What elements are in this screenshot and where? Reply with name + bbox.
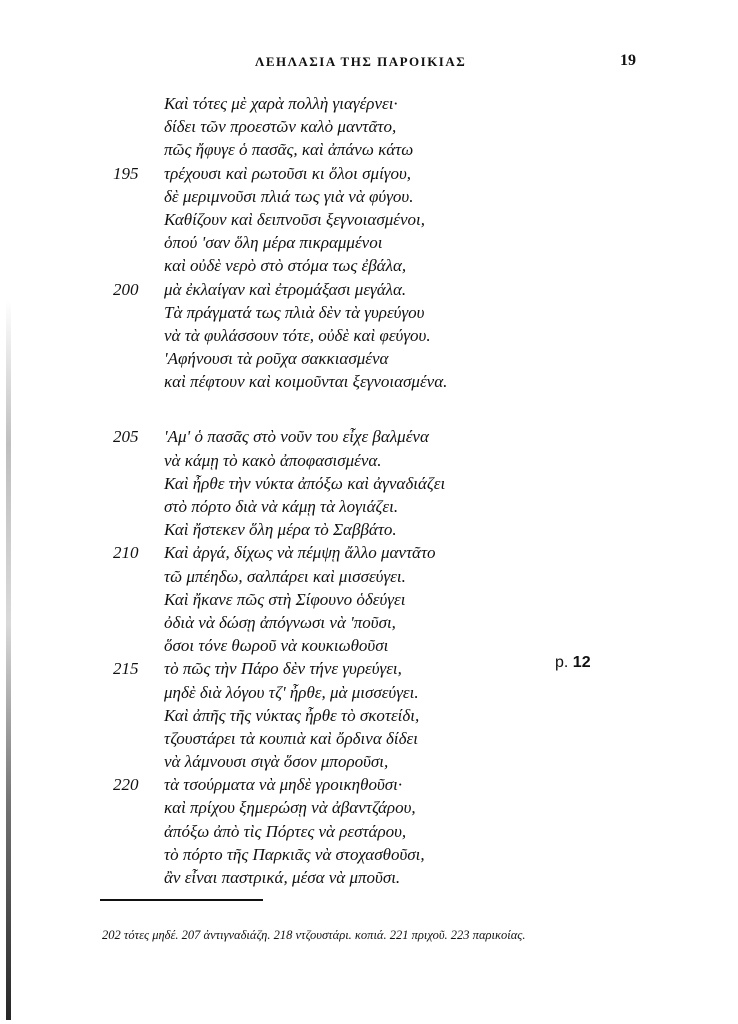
verse-text: Καὶ τότες μὲ χαρὰ πολλὴ γιαγέρνει· bbox=[164, 94, 398, 113]
verse-line bbox=[0, 657, 738, 680]
verse-text: Καὶ ἤστεκεν ὅλη μέρα τὸ Σαββάτο. bbox=[164, 520, 397, 540]
verse-text: ὁπού 'σαν ὅλη μέρα πικραμμένοι bbox=[164, 233, 383, 253]
verse-text: νὰ κάμῃ τὸ κακὸ ἀποφασισμένα. bbox=[164, 450, 382, 470]
verse-text: στὸ πόρτο διὰ νὰ κάμῃ τὰ λογιάζει. bbox=[164, 497, 399, 516]
verse-text: ἀπόξω ἀπὸ τὶς Πόρτες νὰ ρεστάρου, bbox=[164, 821, 407, 841]
verse-text: 'Αφήνουσι τὰ ροῦχα σακκιασμένα bbox=[164, 349, 389, 369]
verse-line bbox=[0, 634, 738, 657]
verse-line bbox=[0, 541, 738, 564]
verse-line bbox=[0, 208, 738, 231]
poem-body bbox=[0, 92, 738, 889]
verse-line bbox=[0, 92, 738, 115]
verse-text: δίδει τῶν προεστῶν καλὸ μαντᾶτο, bbox=[164, 117, 397, 137]
verse-line bbox=[0, 278, 738, 301]
margin-page-reference bbox=[555, 654, 591, 672]
verse-line bbox=[0, 324, 738, 347]
verse-text: τὰ τσούρματα νὰ μηδὲ γροικηθοῦσι· bbox=[164, 775, 403, 795]
verse-text: Καθίζουν καὶ δειπνοῦσι ξεγνοιασμένοι, bbox=[164, 209, 425, 229]
verse-line bbox=[0, 518, 738, 541]
verse-text: πῶς ἤφυγε ὁ πασᾶς, καὶ ἀπάνω κάτω bbox=[164, 140, 414, 160]
verse-text: μηδὲ διὰ λόγου τζ' ἦρθε, μὰ μισσεύγει. bbox=[164, 682, 419, 702]
verse-text: τῶ μπέηδω, σαλπάρει καὶ μισσεύγει. bbox=[164, 566, 406, 586]
verse-text: καὶ πέφτουν καὶ κοιμοῦνται ξεγνοιασμένα. bbox=[164, 372, 448, 392]
verse-line bbox=[0, 750, 738, 773]
verse-text: καὶ οὐδὲ νερὸ στὸ στόμα τως ἐβάλα, bbox=[164, 256, 407, 276]
verse-text: νὰ λάμνουσι σιγὰ ὅσον μποροῦσι, bbox=[164, 752, 389, 772]
verse-text: τζουστάρει τὰ κουπιὰ καὶ ὄρδινα δίδει bbox=[164, 728, 418, 748]
verse-text: Καὶ ἤκανε πῶς στὴ Σίφουνο ὁδεύγει bbox=[164, 589, 406, 609]
stanza-gap bbox=[0, 393, 738, 425]
footnotes: 202 τότες μηδέ. 207 ἀντιγναδιάζη. 218 ντζουστάρι. κοπιά. 221 πριχοῦ. 223 παρικοίας. bbox=[102, 928, 526, 942]
verse-text: μὰ ἐκλαίγαν καὶ ἐτρομάξασι μεγάλα. bbox=[164, 279, 407, 299]
line-number: 195 bbox=[113, 163, 139, 183]
verse-line bbox=[0, 843, 738, 866]
verse-line bbox=[0, 449, 738, 472]
verse-text: Καὶ ἀργά, δίχως νὰ πέμψῃ ἄλλο μαντᾶτο bbox=[164, 543, 436, 563]
verse-line bbox=[0, 681, 738, 704]
verse-text: τὸ πόρτο τῆς Παρκιᾶς νὰ στοχασθοῦσι, bbox=[164, 844, 425, 864]
verse-text: ὀδιὰ νὰ δώσῃ ἀπόγνωσι νὰ 'ποῦσι, bbox=[164, 612, 396, 632]
verse-text: νὰ τὰ φυλάσσουν τότε, οὐδὲ καὶ φεύγου. bbox=[164, 325, 431, 345]
verse-line bbox=[0, 588, 738, 611]
verse-line bbox=[0, 231, 738, 254]
verse-line bbox=[0, 495, 738, 518]
line-number: 200 bbox=[113, 279, 139, 299]
running-title: ΛΕΗΛΑΣΙΑ ΤΗΣ ΠΑΡΟΙΚΙΑΣ bbox=[255, 54, 467, 69]
verse-text: καὶ πρίχου ξημερώσῃ νὰ ἀβαντζάρου, bbox=[164, 798, 416, 818]
verse-line bbox=[0, 254, 738, 277]
verse-text: Καὶ ἦρθε τὴν νύκτα ἀπόξω καὶ ἀγναδιάζει bbox=[164, 473, 446, 493]
verse-line bbox=[0, 370, 738, 393]
verse-line bbox=[0, 820, 738, 843]
margin-ref-page: 12 bbox=[572, 654, 591, 671]
verse-line bbox=[0, 565, 738, 588]
verse-line bbox=[0, 185, 738, 208]
verse-text: τρέχουσι καὶ ρωτοῦσι κι ὅλοι σμίγου, bbox=[164, 163, 412, 183]
verse-line bbox=[0, 162, 738, 185]
page-number: 19 bbox=[620, 52, 636, 69]
verse-line bbox=[0, 138, 738, 161]
verse-line bbox=[0, 472, 738, 495]
verse-text: Τὰ πράγματά τως πλιὰ δὲν τὰ γυρεύγου bbox=[164, 302, 425, 322]
verse-line bbox=[0, 347, 738, 370]
verse-line bbox=[0, 301, 738, 324]
verse-text: Καὶ ἀπῆς τῆς νύκτας ἦρθε τὸ σκοτείδι, bbox=[164, 705, 420, 725]
line-number: 210 bbox=[113, 543, 139, 563]
verse-line bbox=[0, 727, 738, 750]
stanza-1 bbox=[0, 92, 738, 393]
stanza-2 bbox=[0, 425, 738, 889]
verse-line bbox=[0, 611, 738, 634]
verse-line bbox=[0, 115, 738, 138]
verse-text: ἂν εἶναι παστρικά, μέσα νὰ μποῦσι. bbox=[164, 868, 401, 887]
footnote-divider bbox=[100, 899, 263, 901]
line-number: 215 bbox=[113, 659, 139, 679]
verse-text: δὲ μεριμνοῦσι πλιά τως γιὰ νὰ φύγου. bbox=[164, 186, 414, 206]
verse-text: 'Αμ' ὁ πασᾶς στὸ νοῦν του εἶχε βαλμένα bbox=[164, 427, 429, 447]
margin-ref-prefix: p. bbox=[555, 654, 569, 671]
verse-text: τὸ πῶς τὴν Πάρο δὲν τήνε γυρεύγει, bbox=[164, 659, 402, 679]
verse-line bbox=[0, 704, 738, 727]
verse-line bbox=[0, 773, 738, 796]
line-number: 205 bbox=[113, 427, 139, 447]
line-number: 220 bbox=[113, 775, 139, 795]
verse-line bbox=[0, 796, 738, 819]
verse-line bbox=[0, 425, 738, 448]
verse-line bbox=[0, 866, 738, 889]
verse-text: ὅσοι τόνε θωροῦ νὰ κουκιωθοῦσι bbox=[164, 636, 389, 656]
